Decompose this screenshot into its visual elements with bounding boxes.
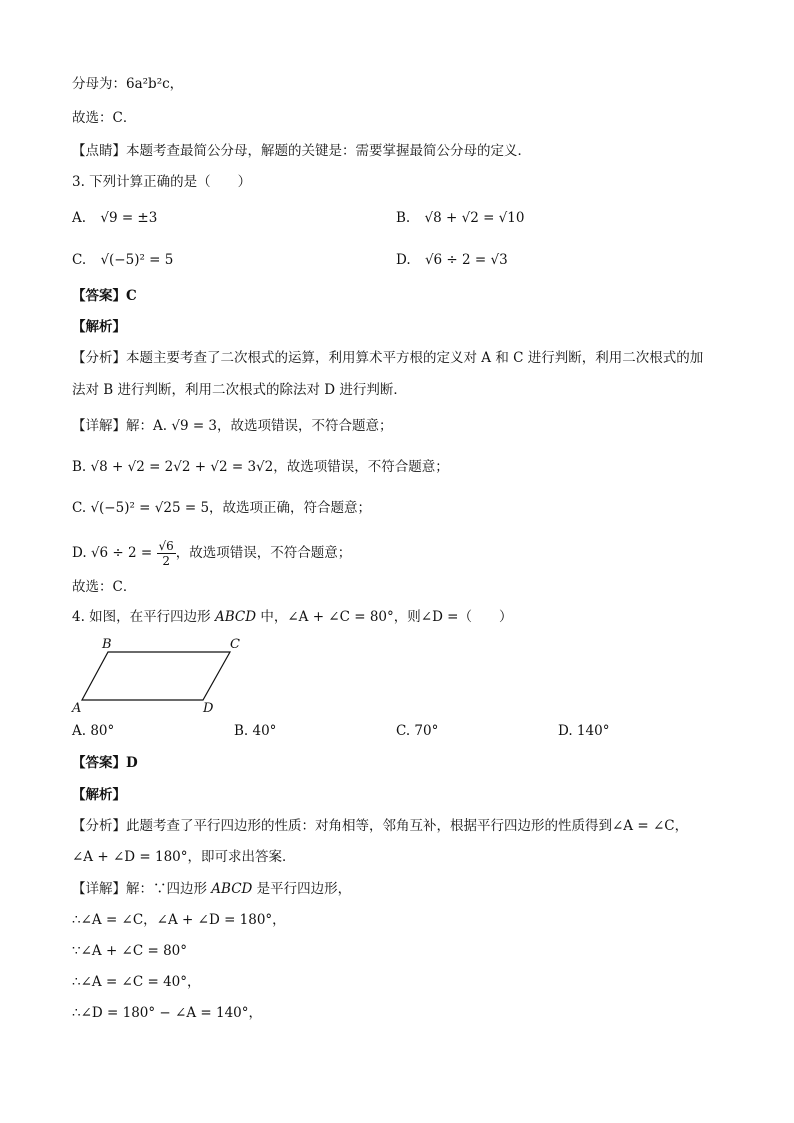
q4-option-d: D. 140° [558,723,610,739]
vertex-label-d: D [203,701,214,716]
q3-analysis-line-2: 法对 B 进行判断，利用二次根式的除法对 D 进行判断． [72,382,407,398]
q4-answer: 【答案】D [72,755,138,771]
q4-option-a: A. 80° [72,723,115,739]
q3-option-d [396,250,508,270]
denominator-text: 分母为：6a²b²c， [72,76,184,92]
q3-option-c [72,250,173,270]
comment-line: 【点睛】本题考查最简公分母，解题的关键是：需要掌握最简公分母的定义． [72,143,531,159]
q3-detail-c [72,498,371,518]
detail-prefix: B. [72,459,91,475]
detail-verdict: ，故选项错误，不符合题意； [217,418,393,434]
q3-detail-d [72,536,351,570]
stem-prefix: 4. 如图，在平行四边形 [72,609,215,625]
detail-verdict: ，故选项错误，不符合题意； [175,545,352,561]
detail-verdict: ，故选项正确，符合题意； [209,500,372,516]
detail-prefix: 【详解】解：∵四边形 [72,881,212,897]
fraction [157,539,176,568]
vertex-label-b: B [102,637,112,652]
q3-answer: 【答案】C [72,288,137,304]
q4-analysis-line-2: ∠A + ∠D = 180°，即可求出答案． [72,849,296,865]
parallelogram-shape [82,652,230,700]
option-expression: √(−5)² = 5 [100,252,174,268]
q4-detail-line-4: ∴∠A = ∠C = 40°， [72,974,201,990]
fraction-numerator: √6 [158,539,174,553]
q4-option-b: B. 40° [234,723,277,739]
q4-jiexi-heading: 【解析】 [72,787,126,803]
parallelogram-figure [68,632,248,716]
q3-jiexi-heading: 【解析】 [72,319,126,335]
detail-expression: √9 = 3 [171,418,218,434]
q3-analysis-line-1: 【分析】本题主要考查了二次根式的运算，利用算术平方根的定义对 A 和 C 进行判断，利用二次根式的加 [72,350,704,366]
option-label: C. [72,252,87,268]
option-label: A. [72,210,87,226]
detail-expression: √(−5)² = √25 = 5 [90,500,210,516]
detail-prefix: C. [72,500,91,516]
denominator-line [72,74,183,94]
q3-option-a [72,208,157,228]
stem-abcd: ABCD [214,609,257,625]
q4-option-c: C. 70° [396,723,439,739]
option-expression: √6 ÷ 2 = √3 [424,252,508,268]
option-label: B. [396,210,411,226]
detail-abcd: ABCD [211,881,253,897]
q3-detail-a [72,416,393,436]
fraction-denominator: 2 [162,554,170,568]
detail-prefix: 【详解】解：A. [72,418,172,434]
option-expression: √8 + √2 = √10 [424,210,525,226]
detail-verdict: ，故选项错误，不符合题意； [273,459,449,475]
vertex-label-a: A [72,701,82,716]
answer-choose-line: 故选：C． [72,110,137,126]
q4-detail-line-1 [72,879,351,899]
q3-detail-b [72,457,449,477]
q4-detail-line-3: ∵∠A + ∠C = 80° [72,943,188,959]
q4-detail-line-2: ∴∠A = ∠C，∠A + ∠D = 180°， [72,912,286,928]
question-4-stem [72,607,513,627]
detail-expression: √6 ÷ 2 = [90,545,153,561]
detail-expression: √8 + √2 = 2√2 + √2 = 3√2 [90,459,274,475]
option-label: D. [396,252,411,268]
q4-detail-line-5: ∴∠D = 180° − ∠A = 140°， [72,1005,263,1021]
answer-choose-line-2: 故选：C． [72,579,137,595]
q4-analysis-line-1: 【分析】此题考查了平行四边形的性质：对角相等，邻角互补，根据平行四边形的性质得到∠A = ∠C， [72,818,689,834]
q3-option-b [396,208,524,228]
question-3-stem: 3. 下列计算正确的是（ ） [72,174,252,190]
option-expression: √9 = ±3 [100,210,158,226]
detail-suffix: 是平行四边形， [252,881,352,897]
vertex-label-c: C [230,637,240,652]
stem-suffix: 中，∠A + ∠C = 80°，则∠D =（ ） [256,609,513,625]
detail-prefix: D. [72,545,91,561]
